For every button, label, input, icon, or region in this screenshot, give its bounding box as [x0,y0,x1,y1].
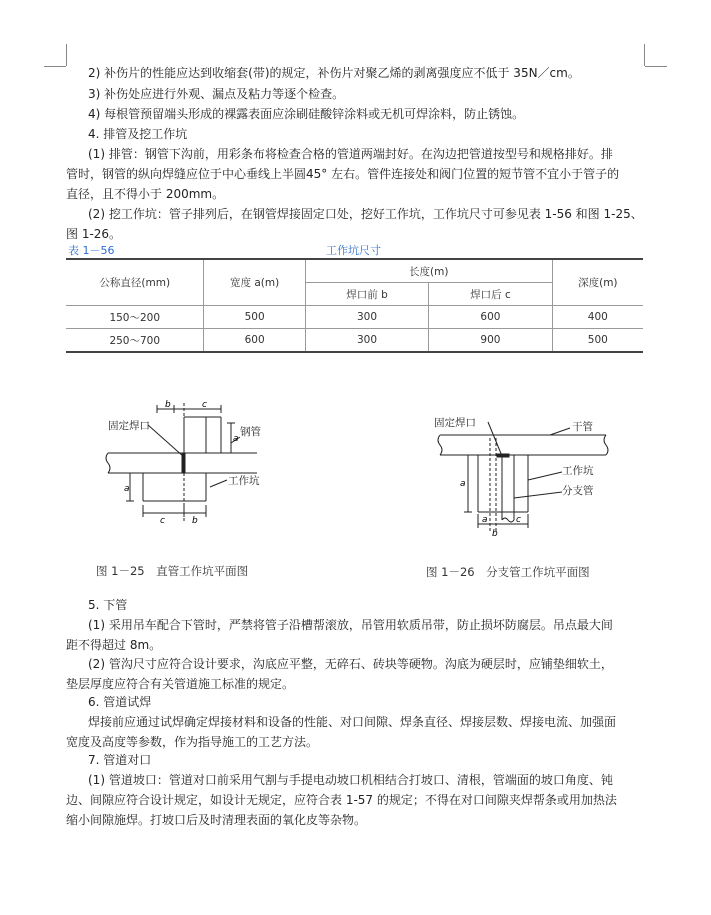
svg-text:a: a [460,479,466,489]
header-depth: 深度(m) [552,259,643,306]
svg-text:工作坑: 工作坑 [562,465,594,477]
text-line: 3) 补伤处应进行外观、漏点及粘力等逐个检查。 [88,87,345,101]
svg-text:b: b [192,516,198,525]
text-line: 直径，且不得小于 200mm。 [66,187,225,201]
svg-text:分支管: 分支管 [562,485,594,497]
header-length: 长度(m) [305,259,552,283]
svg-text:c: c [202,400,207,410]
svg-text:c: c [160,516,165,525]
figure-straight-pipe-pit [90,395,290,525]
svg-text:b: b [492,529,498,539]
text-line: 4) 每根管预留端头形成的裸露表面应涂刷硅酸锌涂料或无机可焊涂料，防止锈蚀。 [88,107,525,121]
svg-text:b: b [165,400,171,410]
cell-depth: 400 [552,306,643,329]
svg-text:钢管: 钢管 [240,426,261,438]
header-diameter: 公称直径(mm) [66,259,204,306]
cell-diameter: 150～200 [66,306,204,329]
text-line: 距不得超过 8m。 [66,638,162,652]
section-heading: 6. 管道试焊 [88,695,152,709]
svg-text:干管: 干管 [572,421,593,433]
crop-mark-top-left-h [44,66,66,67]
cell-after: 900 [429,329,552,353]
svg-text:a: a [233,434,239,444]
svg-text:固定焊口: 固定焊口 [434,417,476,429]
header-after: 焊口后 c [429,283,552,306]
svg-text:a: a [482,515,488,525]
cell-before: 300 [305,329,428,353]
cell-width: 600 [204,329,305,353]
cell-before: 300 [305,306,428,329]
figure-caption: 图 1－26 分支管工作坑平面图 [426,565,590,579]
table-row [66,329,643,353]
header-width: 宽度 a(m) [204,259,305,306]
text-line: 图 1-26。 [66,227,122,241]
text-line: 宽度及高度等参数，作为指导施工的工艺方法。 [66,735,319,749]
section-heading: 7. 管道对口 [88,753,152,767]
crop-mark-top-right-v [644,44,645,66]
text-line: (2) 管沟尺寸应符合设计要求，沟底应平整，无碎石、砖块等硬物。沟底为硬层时，应铺垫细软土， [88,657,613,671]
svg-text:a: a [124,484,130,494]
cell-diameter: 250～700 [66,329,204,353]
cell-after: 600 [429,306,552,329]
header-before: 焊口前 b [305,283,428,306]
svg-text:c: c [516,515,521,525]
crop-mark-top-left-v [66,44,67,66]
work-pit-size-table [66,258,643,353]
figure-caption: 图 1－25 直管工作坑平面图 [96,564,249,578]
text-line: 焊接前应通过试焊确定焊接材料和设备的性能、对口间隙、焊条直径、焊接层数、焊接电流、加强面 [88,715,617,729]
text-line: (1) 采用吊车配合下管时，严禁将管子沿槽帮滚放，吊管用软质吊带，防止损坏防腐层。吊点最大间 [88,618,613,632]
cell-depth: 500 [552,329,643,353]
table-row [66,306,643,329]
figure-branch-pipe-pit [430,410,630,540]
table-title: 工作坑尺寸 [326,244,381,257]
crop-mark-top-right-h [645,66,667,67]
svg-text:工作坑: 工作坑 [228,475,260,487]
table-number: 表 1－56 [68,244,115,257]
section-heading: 4. 排管及挖工作坑 [88,127,188,141]
text-line: 2) 补伤片的性能应达到收缩套(带)的规定，补伤片对聚乙烯的剥离强度应不低于 35N／cm。 [88,66,580,80]
text-line: 垫层厚度应符合有关管道施工标准的规定。 [66,677,295,691]
text-line: 边、间隙应符合设计规定，如设计无规定，应符合表 1-57 的规定；不得在对口间隙夹焊帮条或用加热法 [66,793,617,807]
text-line: 缩小间隙施焊。打坡口后及时清理表面的氧化皮等杂物。 [66,813,367,827]
text-line: (1) 管道坡口：管道对口前采用气割与手提电动坡口机相结合打坡口、清根，管端面的坡口角度、钝 [88,773,613,787]
section-heading: 5. 下管 [88,598,128,612]
text-line: (1) 排管：钢管下沟前，用彩条布将检查合格的管道两端封好。在沟边把管道按型号和规格排好。排 [88,147,613,161]
svg-text:固定焊口: 固定焊口 [108,420,150,432]
text-line: (2) 挖工作坑：管子排列后，在钢管焊接固定口处，挖好工作坑，工作坑尺寸可参见表 1-56 和图 1-25、 [88,207,643,221]
text-line: 管时，钢管的纵向焊缝应位于中心垂线上半圆45° 左右。管件连接处和阀门位置的短节管不宜小于管子的 [66,167,620,181]
cell-width: 500 [204,306,305,329]
